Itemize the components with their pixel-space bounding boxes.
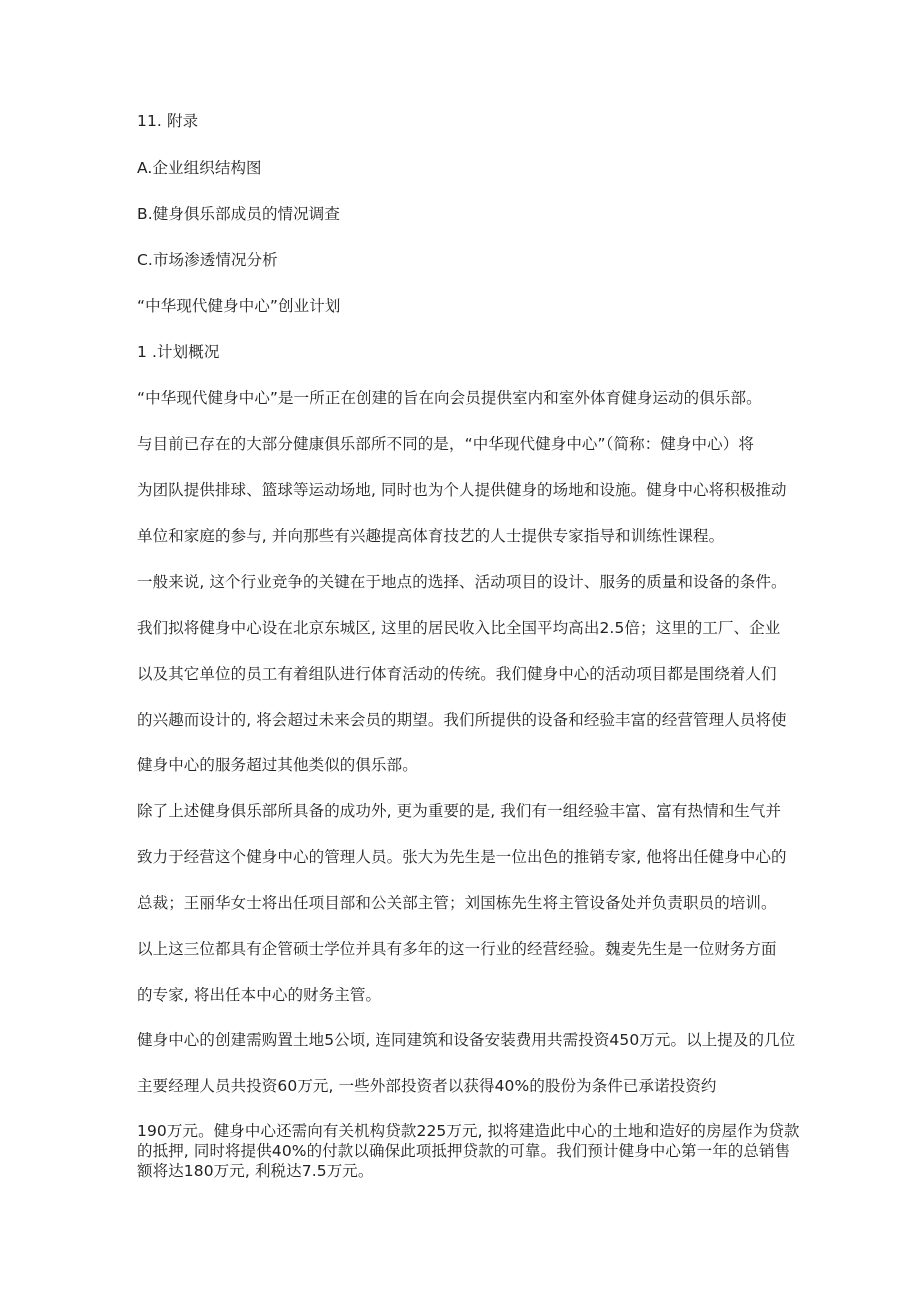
paragraph-1-line-2: 与目前已存在的大部分健康俱乐部所不同的是，“中华现代健身中心”（简称：健身中心）将 (137, 435, 754, 453)
section-heading: 1 .计划概况 (137, 343, 220, 361)
paragraph-2-line-1: 一般来说, 这个行业竞争的关键在于地点的选择、活动项目的设计、服务的质量和设备的条件。 (137, 573, 787, 591)
appendix-item-b: B.健身俱乐部成员的情况调查 (137, 205, 340, 223)
paragraph-1-line-4: 单位和家庭的参与, 并向那些有兴趣提高体育技艺的人士提供专家指导和训练性课程。 (137, 527, 725, 545)
paragraph-4-line-1: 健身中心的创建需购置土地5公顷, 连同建筑和设备安装费用共需投资450万元。以上提及的几位 (137, 1031, 796, 1049)
paragraph-5-line-1: 190万元。健身中心还需向有关机构贷款225万元, 拟将建造此中心的土地和造好的房屋作为贷款 (137, 1122, 800, 1140)
paragraph-1-line-1: “中华现代健身中心”是一所正在创建的旨在向会员提供室内和室外体育健身运动的俱乐部。 (137, 389, 762, 407)
paragraph-5 (137, 1121, 800, 1181)
paragraph-3-line-3: 总裁；王丽华女士将出任项目部和公关部主管；刘国栋先生将主管设备处并负责职员的培训。 (137, 894, 777, 912)
appendix-heading: 11. 附录 (137, 112, 199, 130)
appendix-item-c: C.市场渗透情况分析 (137, 251, 278, 269)
paragraph-3-line-5: 的专家, 将出任本中心的财务主管。 (137, 986, 382, 1004)
paragraph-3-line-1: 除了上述健身俱乐部所具备的成功外, 更为重要的是, 我们有一组经验丰富、富有热情和生气并 (137, 802, 782, 820)
paragraph-1-line-3: 为团队提供排球、篮球等运动场地, 同时也为个人提供健身的场地和设施。健身中心将积极推动 (137, 481, 787, 499)
paragraph-5-line-3: 额将达180万元, 利税达7.5万元。 (137, 1162, 374, 1180)
paragraph-3-line-4: 以上这三位都具有企管硕士学位并具有多年的这一行业的经营经验。魏麦先生是一位财务方面 (137, 940, 777, 958)
paragraph-2-line-5: 健身中心的服务超过其他类似的俱乐部。 (137, 756, 418, 774)
paragraph-3-line-2: 致力于经营这个健身中心的管理人员。张大为先生是一位出色的推销专家, 他将出任健身中心的 (137, 848, 787, 866)
paragraph-2-line-2: 我们拟将健身中心设在北京东城区, 这里的居民收入比全国平均高出2.5倍；这里的工厂、企业 (137, 619, 781, 637)
paragraph-2-line-3: 以及其它单位的员工有着组队进行体育活动的传统。我们健身中心的活动项目都是围绕着人们 (137, 665, 777, 683)
paragraph-2-line-4: 的兴趣而设计的, 将会超过未来会员的期望。我们所提供的设备和经验丰富的经营管理人员将使 (137, 711, 787, 729)
paragraph-4-line-2: 主要经理人员共投资60万元, 一些外部投资者以获得40%的股份为条件已承诺投资约 (137, 1077, 717, 1095)
plan-title: “中华现代健身中心”创业计划 (137, 297, 341, 315)
paragraph-5-line-2: 的抵押, 同时将提供40%的付款以确保此项抵押贷款的可靠。我们预计健身中心第一年的总销售 (137, 1142, 791, 1160)
appendix-item-a: A.企业组织结构图 (137, 159, 262, 177)
